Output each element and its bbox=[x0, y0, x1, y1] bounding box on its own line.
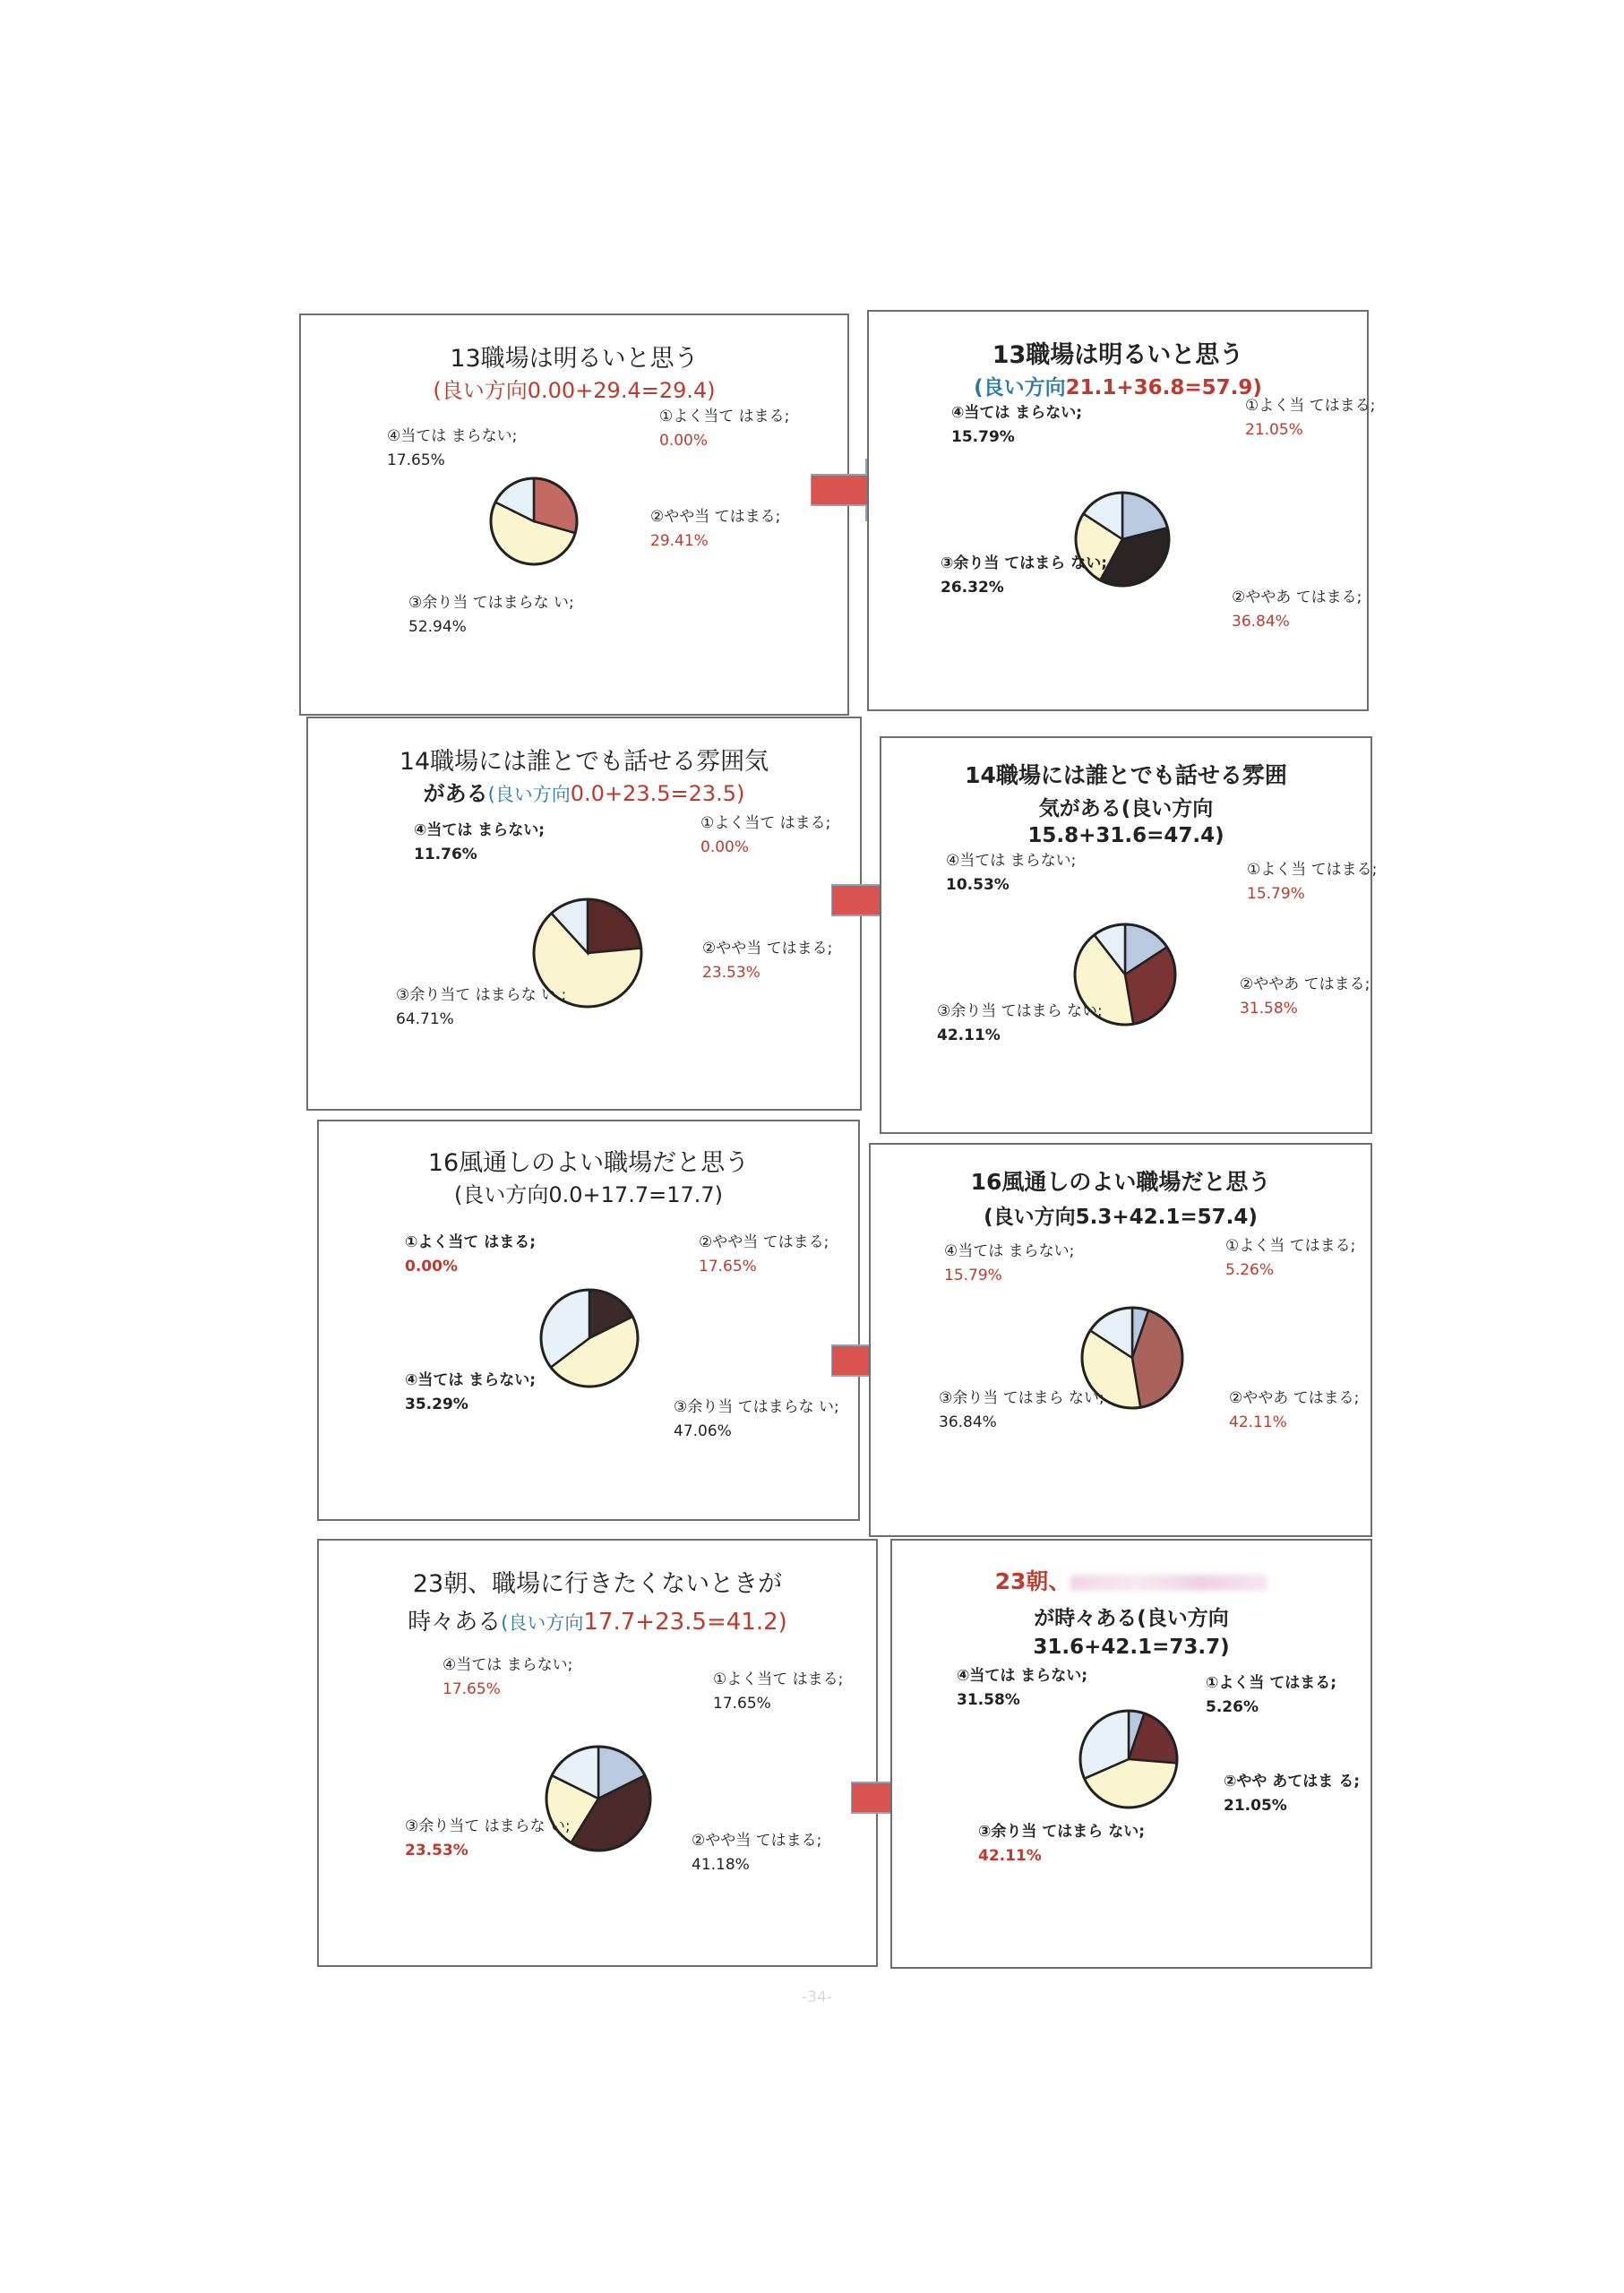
chart-title: 14職場には誰とでも話せる雰囲 bbox=[965, 762, 1287, 788]
label-opt4: ④当ては まらない; 11.76% bbox=[414, 821, 546, 863]
label-opt1: ①よく当 てはまる; 5.26% bbox=[1225, 1237, 1356, 1279]
chart-subtitle: が時々ある(良い方向 bbox=[1034, 1607, 1229, 1630]
label-opt2: ②ややあ てはまる; 42.11% bbox=[1229, 1389, 1360, 1431]
chart-title: 13職場は明るいと思う bbox=[992, 341, 1244, 369]
chart-title: 23朝、職場に行きたくないときが bbox=[412, 1570, 783, 1598]
label-opt4: ④当ては まらない; 10.53% bbox=[946, 852, 1077, 894]
chart-subtitle: (良い方向0.0+17.7=17.7) bbox=[454, 1182, 723, 1207]
chart-title: 16風通しのよい職場だと思う bbox=[970, 1169, 1271, 1195]
label-opt4: ④当ては まらない; 31.58% bbox=[957, 1667, 1088, 1709]
chart-subtitle: (良い方向21.1+36.8=57.9) bbox=[974, 376, 1262, 399]
label-opt4: ④当ては まらない; 15.79% bbox=[951, 404, 1083, 446]
pie-chart bbox=[319, 1121, 862, 1523]
label-opt2: ②やや当 てはまる; 17.65% bbox=[699, 1233, 829, 1275]
chart-title: 13職場は明るいと思う bbox=[450, 345, 699, 373]
label-opt4: ④当ては まらない; 35.29% bbox=[405, 1371, 537, 1413]
label-opt3: ③余り当 てはまら ない; 36.84% bbox=[939, 1389, 1104, 1431]
chart-title: 23朝、 bbox=[892, 1564, 1371, 1596]
pie-chart bbox=[869, 312, 1371, 713]
label-opt3: ③余り当て はまらな い; 23.53% bbox=[405, 1817, 571, 1859]
chart-subtitle: (良い方向5.3+42.1=57.4) bbox=[984, 1206, 1258, 1229]
chart-title: 14職場には誰とでも話せる雰囲気 bbox=[399, 748, 769, 776]
chart-subtitle: (良い方向0.00+29.4=29.4) bbox=[433, 378, 716, 403]
label-opt2: ②やや当 てはまる; 41.18% bbox=[692, 1832, 822, 1874]
label-opt1: ①よく当て はまる; 0.00% bbox=[405, 1233, 537, 1275]
page-number: -34- bbox=[802, 1988, 832, 2006]
label-opt1: ①よく当 てはまる; 21.05% bbox=[1245, 397, 1376, 439]
chart-subtitle: がある(良い方向0.0+23.5=23.5) bbox=[423, 781, 745, 806]
chart-subtitle: 時々ある(良い方向17.7+23.5=41.2) bbox=[408, 1609, 787, 1636]
label-opt1: ①よく当 てはまる; 5.26% bbox=[1206, 1674, 1337, 1716]
label-opt2: ②やや当 てはまる; 23.53% bbox=[702, 940, 833, 982]
label-opt2: ②やや当 てはまる; 29.41% bbox=[650, 508, 781, 550]
pie-chart bbox=[308, 718, 864, 1112]
chart-subtitle: 気がある(良い方向 bbox=[1038, 797, 1214, 820]
chart-panel-16-before bbox=[317, 1120, 860, 1521]
label-opt3: ③余り当 てはまらな い; 47.06% bbox=[674, 1398, 839, 1440]
chart-panel-14-before bbox=[306, 717, 862, 1111]
label-opt4: ④当ては まらない; 15.79% bbox=[944, 1242, 1075, 1284]
chart-formula: 15.8+31.6=47.4) bbox=[1027, 824, 1224, 847]
label-opt1: ①よく当 てはまる; 15.79% bbox=[1247, 861, 1378, 903]
chart-title: 16風通しのよい職場だと思う bbox=[427, 1149, 750, 1177]
pie-chart bbox=[871, 1145, 1374, 1539]
chart-panel-23-before bbox=[317, 1539, 878, 1967]
pie-chart bbox=[881, 738, 1374, 1136]
label-opt3: ③余り当て はまらな い.; 64.71% bbox=[396, 986, 567, 1028]
label-opt3: ③余り当 てはまら ない; 42.11% bbox=[978, 1823, 1146, 1865]
chart-panel-16-after bbox=[869, 1143, 1372, 1537]
pie-chart bbox=[319, 1541, 880, 1969]
label-opt1: ①よく当て はまる; 0.00% bbox=[659, 408, 790, 450]
label-opt2: ②ややあ てはまる; 31.58% bbox=[1240, 975, 1371, 1018]
pie-chart bbox=[892, 1541, 1374, 1971]
label-opt3: ③余り当 てはまらな い; 52.94% bbox=[408, 594, 574, 636]
label-opt2: ②やや あてはま る; 21.05% bbox=[1224, 1773, 1361, 1815]
chart-panel-14-after bbox=[880, 736, 1378, 1134]
label-opt2: ②ややあ てはまる; 36.84% bbox=[1232, 588, 1362, 631]
label-opt4: ④当ては まらない; 17.65% bbox=[443, 1656, 573, 1698]
chart-panel-23-after bbox=[890, 1539, 1372, 1969]
label-opt3: ③余り当 てはまら ない; 42.11% bbox=[937, 1002, 1103, 1044]
chart-formula: 31.6+42.1=73.7) bbox=[1033, 1636, 1230, 1659]
label-opt1: ①よく当て はまる; 0.00% bbox=[700, 814, 831, 856]
label-opt1: ①よく当て はまる; 17.65% bbox=[713, 1670, 844, 1713]
label-opt3: ③余り当 てはまら ない; 26.32% bbox=[941, 554, 1108, 597]
label-opt4: ④当ては まらない; 17.65% bbox=[387, 427, 518, 469]
chart-panel-13-before bbox=[299, 313, 849, 716]
chart-panel-13-after bbox=[867, 310, 1376, 711]
